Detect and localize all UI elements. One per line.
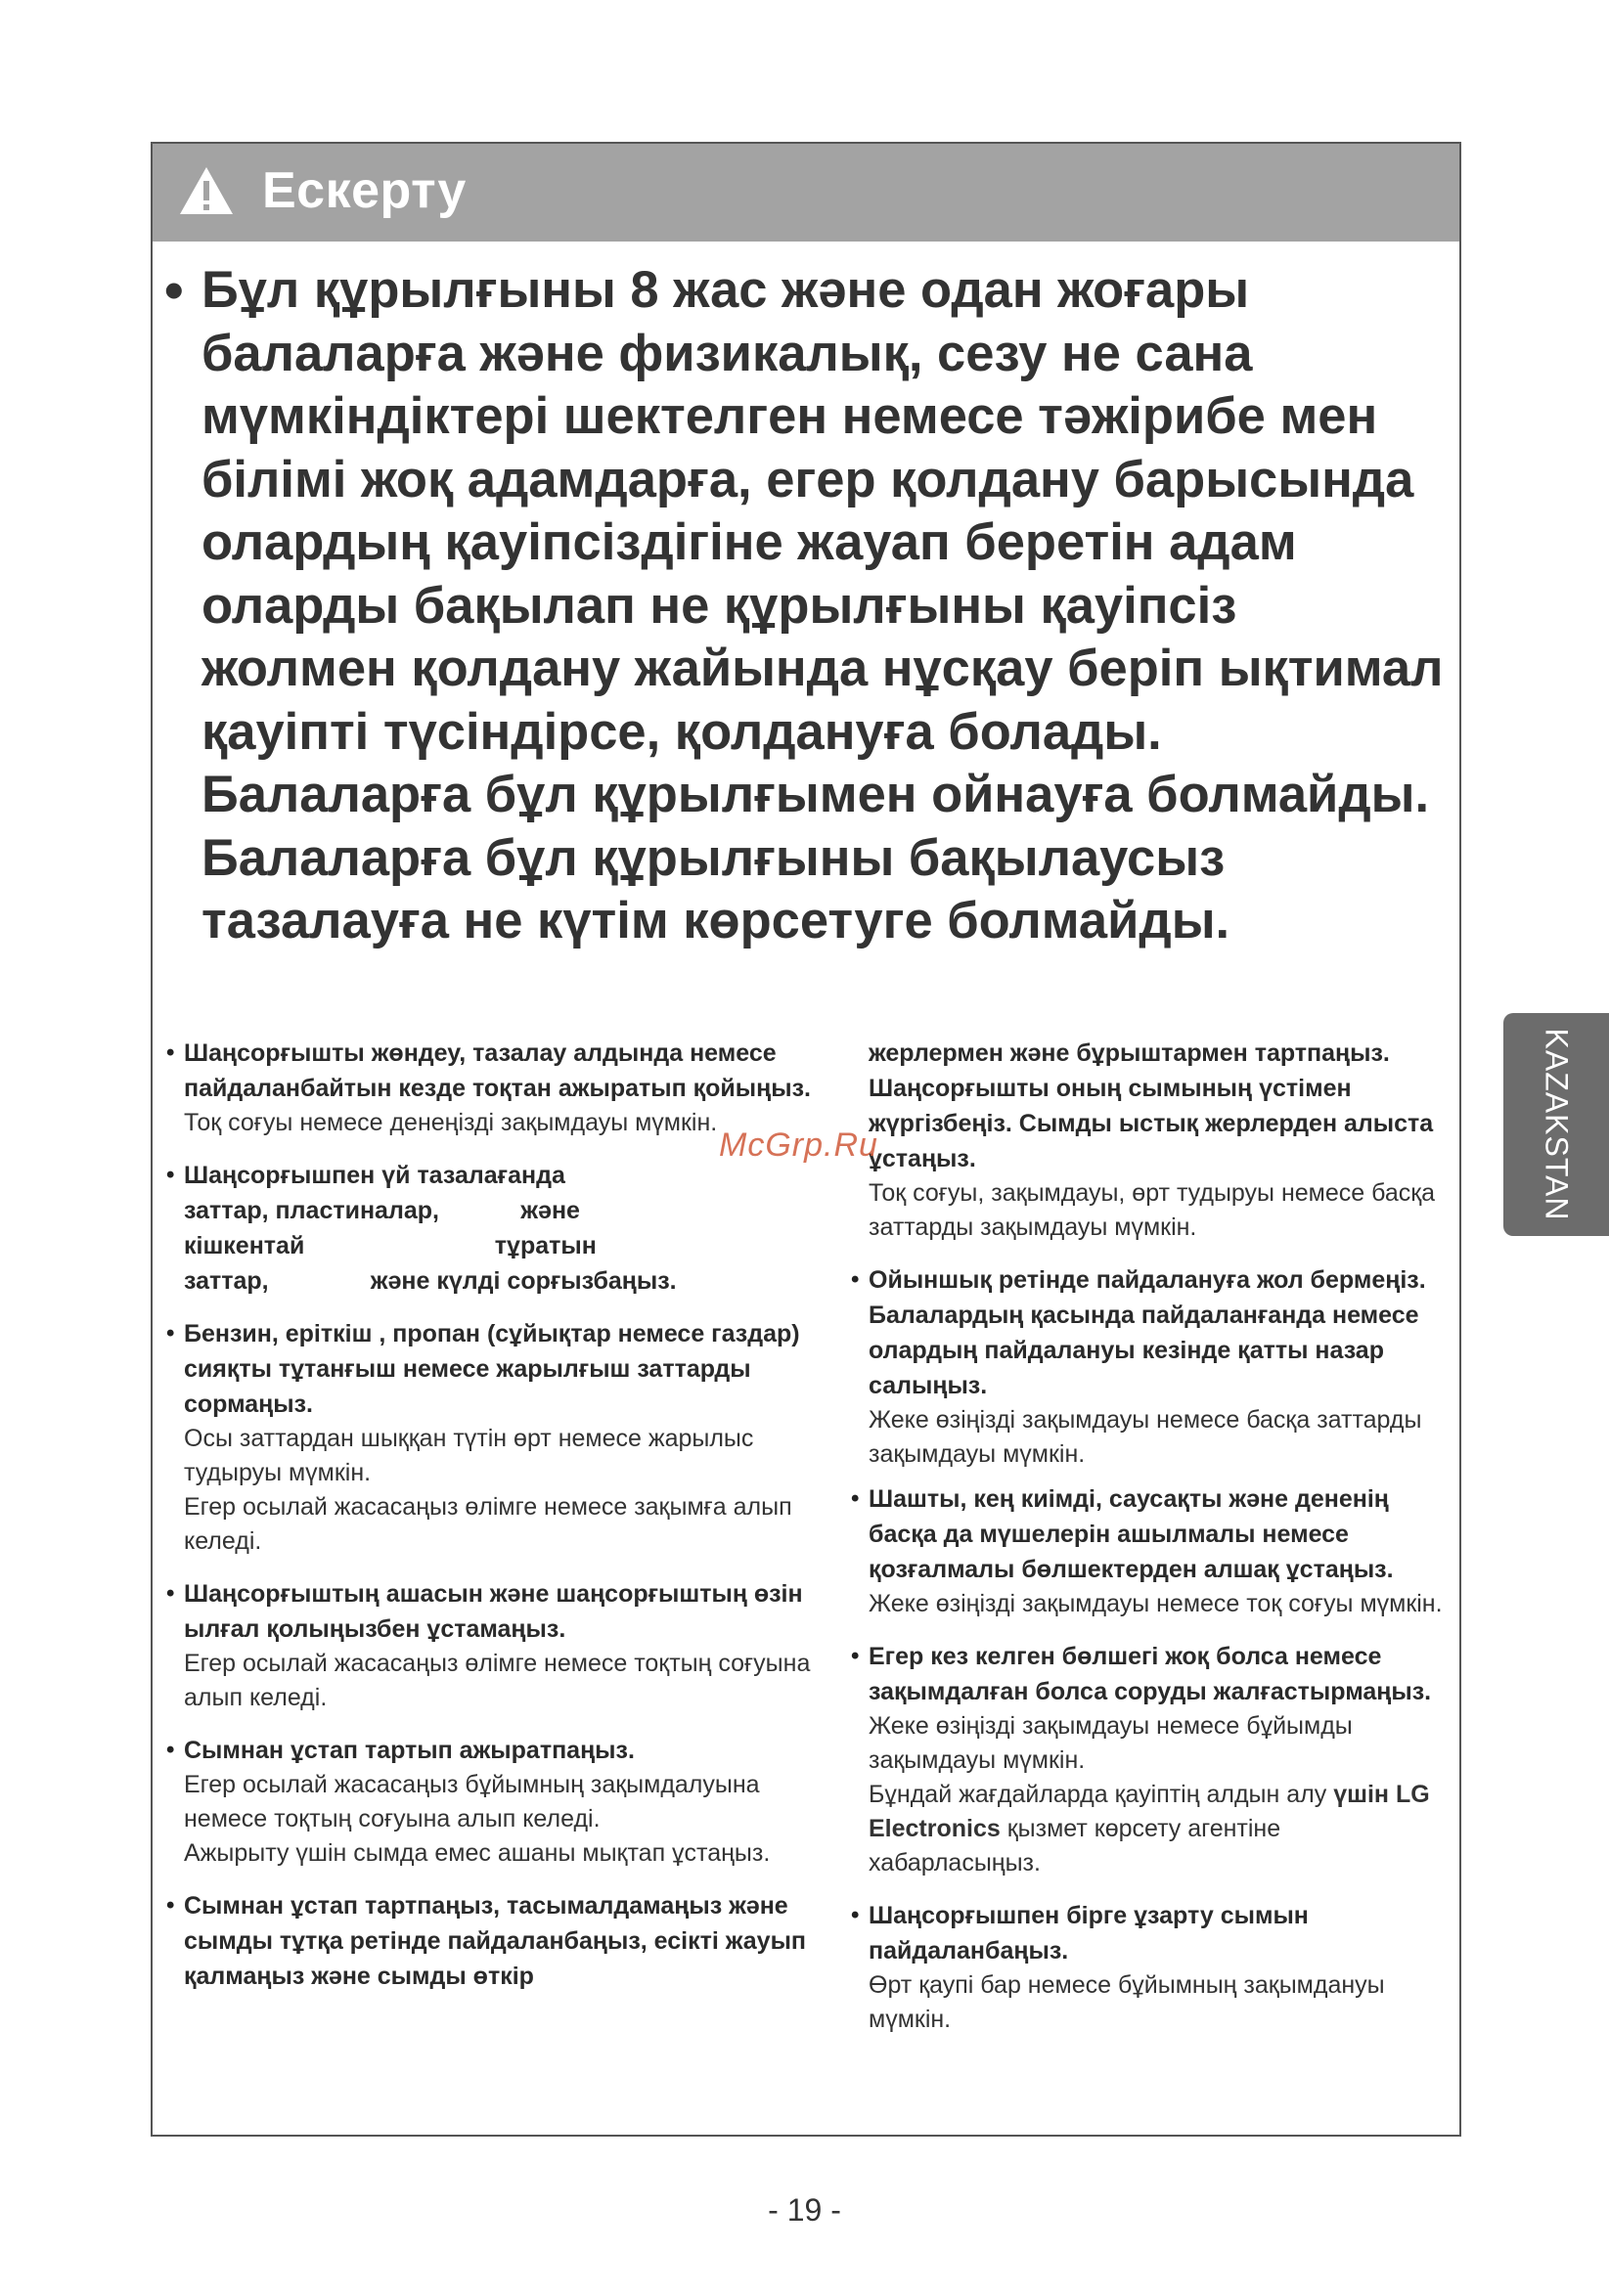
main-warning xyxy=(153,259,1453,953)
item-heading: Шаңсорғышпен үй тазалағанда заттар, пластиналар, және кішкентай тұратын заттар, және күлді сорғызбаңыз. xyxy=(184,1162,677,1295)
list-item: • Шашты, кең киімді, саусақты және дененің басқа да мүшелерін ашылмалы немесе қозғалмалы бөлшектерден алшақ ұстаңыз. Жеке өзіңізді зақымдауы немесе тоқ соғуы мүмкін. xyxy=(851,1481,1448,1621)
list-item: • Ойыншық ретінде пайдалануға жол бермеңіз. Балалардың қасында пайдаланғанда немесе олардың пайдалануы кезінде қатты назар салыңыз. Жеке өзіңізді зақымдауы немесе басқа заттарды зақымдауы мүмкін. xyxy=(851,1262,1448,1472)
item-detail: Жеке өзіңізді зақымдауы немесе басқа заттарды зақымдауы мүмкін. xyxy=(869,1406,1429,1468)
language-side-tab xyxy=(1503,1013,1609,1236)
item-heading: Сымнан ұстап тартпаңыз, тасымалдамаңыз және сымды тұтқа ретінде пайдаланбаңыз, есікті жауып қалмаңыз және сымды өткір xyxy=(184,1892,813,1990)
warning-triangle-icon xyxy=(178,165,235,216)
page-number: - 19 - xyxy=(768,2192,841,2228)
item-detail: Егер осылай жасасаңыз бұйымның зақымдалуына немесе тоқтың соғуына алып келеді. Ажырыту үшін сымда емес ашаны мықтап ұстаңыз. xyxy=(184,1771,771,1867)
item-detail: Өрт қаупі бар немесе бұйымның зақымдануы мүмкін. xyxy=(869,1971,1392,2033)
item-heading: Ойыншық ретінде пайдалануға жол бермеңіз. Балалардың қасында пайдаланғанда немесе олардың пайдалануы кезінде қатты назар салыңыз. xyxy=(869,1266,1433,1399)
item-heading: Шаңсорғышпен бірге ұзарту сымын пайдаланбаңыз. xyxy=(869,1902,1316,1965)
item-heading: Шаңсорғышты жөндеу, тазалау алдында немесе пайдаланбайтын кезде тоқтан ажыратып қойыңыз. xyxy=(184,1039,811,1102)
item-heading: жерлермен және бұрыштармен тартпаңыз. Шаңсорғышты оның сымының үстімен жүргізбеңіз. Сымды ыстық жерлерден алыста ұстаңыз. xyxy=(869,1039,1441,1172)
language-tab-label: KAZAKSTAN xyxy=(1539,1028,1575,1221)
warning-title: Ескерту xyxy=(262,162,467,219)
left-column xyxy=(166,1036,824,1994)
list-item: • Шаңсорғышпен бірге ұзарту сымын пайдаланбаңыз. Өрт қаупі бар немесе бұйымның зақымдануы мүмкін. xyxy=(851,1898,1448,2037)
list-item: • Шаңсорғыштың ашасын және шаңсорғыштың өзін ылғал қолыңызбен ұстамаңыз. Егер осылай жасасаңыз өлімге немесе тоқтың соғуына алып келеді. xyxy=(166,1576,824,1715)
item-heading: Сымнан ұстап тартып ажыратпаңыз. xyxy=(184,1737,635,1764)
item-detail-service: Бұндай жағдайларда қауіптің алдын алу үшін LG Electronics қызмет көрсету агентіне хабарласыңыз. xyxy=(869,1781,1437,1877)
item-detail: Осы заттардан шыққан түтін өрт немесе жарылыс тудыруы мүмкін. Егер осылай жасасаңыз өлімге немесе зақымға алып келеді. xyxy=(184,1425,792,1555)
main-bullet: • xyxy=(164,259,184,321)
item-detail: Тоқ соғуы немесе денеңізді зақымдауы мүмкін. xyxy=(184,1109,718,1136)
list-item: • Сымнан ұстап тартып ажыратпаңыз. Егер осылай жасасаңыз бұйымның зақымдалуына немесе тоқтың соғуына алып келеді. Ажырыту үшін сымда емес ашаны мықтап ұстаңыз. xyxy=(166,1733,824,1871)
item-detail: Жеке өзіңізді зақымдауы немесе бұйымды зақымдауы мүмкін. xyxy=(869,1712,1360,1774)
list-item: • Сымнан ұстап тартпаңыз, тасымалдамаңыз және сымды тұтқа ретінде пайдаланбаңыз, есікті жауып қалмаңыз және сымды өткір xyxy=(166,1888,824,1994)
warning-header xyxy=(153,144,1459,242)
item-heading: Егер кез келген бөлшегі жоқ болса немесе зақымдалған болса соруды жалғастырмаңыз. xyxy=(869,1643,1432,1705)
item-detail: Жеке өзіңізді зақымдауы немесе тоқ соғуы мүмкін. xyxy=(869,1590,1443,1617)
list-item: • Бензин, еріткіш , пропан (сұйықтар немесе газдар) сияқты тұтанғыш немесе жарылғыш заттарды сормаңыз. Осы заттардан шыққан түтін өрт немесе жарылыс тудыруы мүмкін. Егер осылай жасасаңыз өлімге немесе зақымға алып келеді. xyxy=(166,1316,824,1559)
main-warning-text: Бұл құрылғыны 8 жас және одан жоғары балаларға және физикалық, сезу не сана мүмкіндіктері шектелген немесе тәжірибе мен білімі жоқ адамдарға, егер қолдану барысында олардың қауіпсіздігіне жауап беретін адам оларды бақылап не құрылғыны қауіпсіз жолмен қолдану жайында нұсқау беріп ықтимал қауіпті түсіндірсе, қолдануға болады. Балаларға бұл құрылғымен ойнауға болмайды. Балаларға бұл құрылғыны бақылаусыз тазалауға не күтім көрсетуге болмайды. xyxy=(201,261,1444,949)
watermark: McGrp.Ru xyxy=(719,1126,878,1164)
list-item-continuation xyxy=(851,1036,1448,1245)
item-heading: Бензин, еріткіш , пропан (сұйықтар немесе газдар) сияқты тұтанғыш немесе жарылғыш заттарды сормаңыз. xyxy=(184,1320,807,1418)
right-column xyxy=(851,1036,1448,2037)
list-item: • Шаңсорғышпен үй тазалағанда заттар, пластиналар, және кішкентай тұратын заттар, және күлді сорғызбаңыз. xyxy=(166,1158,824,1299)
item-heading: Шаңсорғыштың ашасын және шаңсорғыштың өзін ылғал қолыңызбен ұстамаңыз. xyxy=(184,1580,810,1643)
item-heading: Шашты, кең киімді, саусақты және дененің басқа да мүшелерін ашылмалы немесе қозғалмалы бөлшектерден алшақ ұстаңыз. xyxy=(869,1485,1396,1583)
list-item: • Шаңсорғышты жөндеу, тазалау алдында немесе пайдаланбайтын кезде тоқтан ажыратып қойыңыз. Тоқ соғуы немесе денеңізді зақымдауы мүмкін. xyxy=(166,1036,824,1140)
list-item: • Егер кез келген бөлшегі жоқ болса немесе зақымдалған болса соруды жалғастырмаңыз. Жеке өзіңізді зақымдауы немесе бұйымды зақымдауы мүмкін. Бұндай жағдайларда қауіптің алдын алу үшін LG Electronics қызмет көрсету агентіне хабарласыңыз. xyxy=(851,1639,1448,1880)
item-detail: Тоқ соғуы, зақымдауы, өрт тудыруы немесе басқа заттарды зақымдауы мүмкін. xyxy=(869,1179,1443,1241)
item-detail: Егер осылай жасасаңыз өлімге немесе тоқтың соғуына алып келеді. xyxy=(184,1650,818,1711)
